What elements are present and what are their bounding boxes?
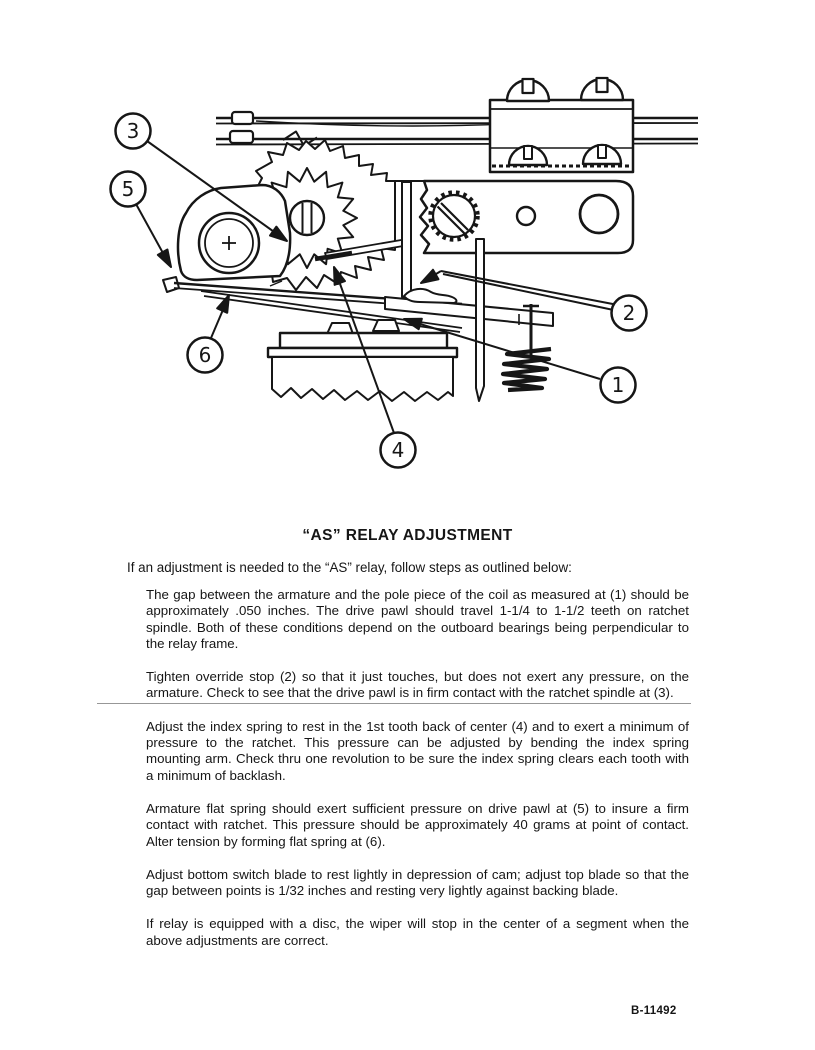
- paragraph-override-stop: Tighten override stop (2) so that it just touches, but does not exert any pressure, on the armature. Check to see that the drive pawl is in firm contact with the ratchet spindle at (3).: [146, 669, 689, 701]
- intro-paragraph: If an adjustment is needed to the “AS” relay, follow steps as outlined below:: [127, 560, 572, 575]
- callout-5: [111, 172, 146, 207]
- svg-text:1: 1: [611, 373, 625, 397]
- coil-assembly: [268, 320, 457, 401]
- svg-text:3: 3: [126, 119, 140, 143]
- scan-artifact-line: [97, 703, 691, 704]
- paragraph-switch-blade: Adjust bottom switch blade to rest lightly in depression of cam; adjust top blade so that the gap between points is 1/32 inches and resting very lightly against backing blade.: [146, 866, 689, 899]
- plate-hole-small: [517, 207, 535, 225]
- pointer-blade: [476, 239, 484, 401]
- blade-mounting-nut: [230, 131, 253, 143]
- armature-hook: [404, 289, 456, 303]
- paragraph-flat-spring: Armature flat spring should exert sufficient pressure on drive pawl at (5) to insure a firm contact with ratchet. This pressure should be approximately 40 grams at point of contact. Alter tension by forming flat spring at (6).: [146, 800, 689, 849]
- page-title: “AS” RELAY ADJUSTMENT: [302, 527, 513, 544]
- callout-3: [116, 114, 151, 149]
- callout-4: [381, 433, 416, 468]
- paragraph-disc-wiper: If relay is equipped with a disc, the wiper will stop in the center of a segment when the above adjustments are correct.: [146, 916, 689, 948]
- paragraph-index-spring: Adjust the index spring to rest in the 1st tooth back of center (4) and to exert a minimum of pressure to the ratchet. This pressure can be adjusted by bending the index spring mounting arm. Check thru one revolution to be sure the index spring clears each tooth with a minimum of backlash.: [146, 718, 689, 783]
- paragraph-gap-adjustment: The gap between the armature and the pole piece of the coil as measured at (1) should be approximately .050 inches. The drive pawl should travel 1-1/4 to 1-1/2 teeth on ratchet spindle. Both of these conditions depend on the outboard bearings being perpendicular to the relay frame.: [146, 587, 689, 651]
- svg-text:5: 5: [121, 177, 135, 201]
- adjusting-screw: [431, 193, 478, 240]
- svg-text:6: 6: [198, 343, 212, 367]
- svg-text:2: 2: [622, 301, 636, 325]
- svg-text:4: 4: [391, 438, 405, 462]
- callout-6: [188, 338, 223, 373]
- leader-5: [136, 204, 176, 270]
- coil-terminal: [373, 320, 399, 331]
- callout-2: [612, 296, 647, 331]
- instruction-paragraphs: [146, 587, 689, 966]
- pole-piece-post: [402, 182, 411, 297]
- ratchet-spindle: [290, 201, 324, 235]
- plate-hole-large: [580, 195, 618, 233]
- bearing-block: [490, 78, 633, 172]
- relay-diagram: [0, 0, 815, 470]
- blade-mounting-nut: [232, 112, 253, 124]
- callout-1: [601, 368, 636, 403]
- figure-number: B-11492: [631, 1005, 677, 1017]
- frame-plate: [388, 181, 633, 253]
